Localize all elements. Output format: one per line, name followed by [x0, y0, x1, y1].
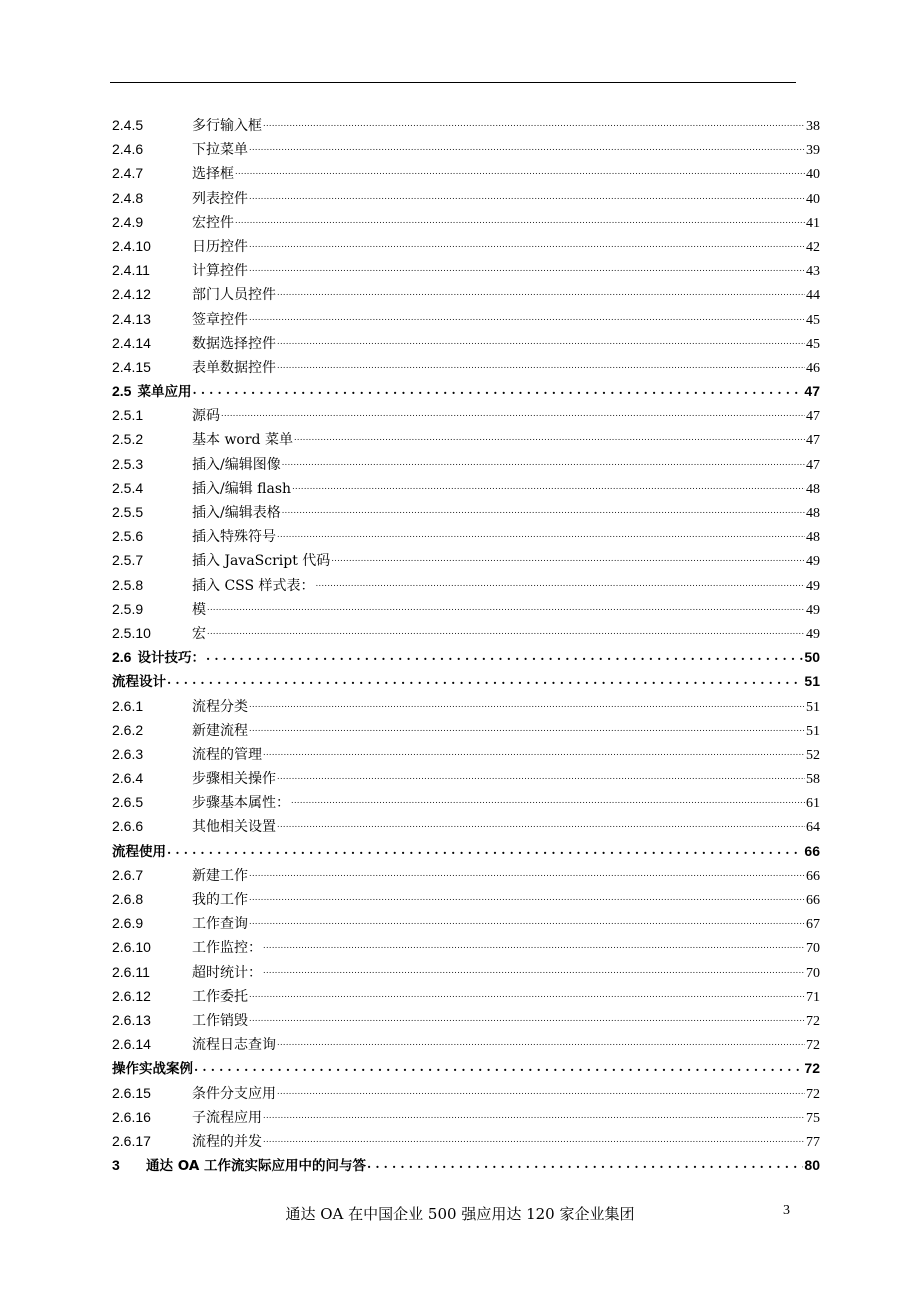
toc-entry-title: 列表控件	[192, 190, 248, 207]
footer-text: 通达 OA 在中国企业 500 强应用达 120 家企业集团	[285, 1205, 635, 1223]
toc-dot-leader	[277, 814, 805, 837]
toc-entry-title: 表单数据控件	[192, 359, 276, 376]
toc-entry[interactable]	[112, 1129, 820, 1153]
toc-entry-title: 流程日志查询	[192, 1037, 276, 1054]
toc-dot-leader	[291, 790, 805, 813]
toc-dot-leader	[249, 307, 805, 330]
header-rule	[110, 82, 796, 83]
toc-entry[interactable]	[112, 355, 820, 379]
toc-entry-page: 40	[806, 167, 820, 183]
toc-dot-leader	[277, 282, 805, 305]
toc-entry[interactable]	[112, 307, 820, 331]
toc-entry-page: 66	[804, 842, 820, 859]
toc-entry-page: 46	[806, 360, 820, 376]
toc-entry-number: 2.5.9	[112, 600, 144, 617]
toc-dot-leader	[249, 186, 805, 209]
toc-entry-number: 2.6.15	[112, 1084, 151, 1101]
toc-entry-title: 插入/编辑 flash	[192, 480, 292, 497]
toc-entry[interactable]	[112, 911, 820, 935]
toc-dot-leader	[221, 403, 805, 426]
toc-entry[interactable]	[112, 1032, 820, 1056]
toc-dot-leader	[316, 573, 805, 596]
toc-entry[interactable]	[112, 597, 820, 621]
toc-entry-number: 2.6.11	[112, 963, 150, 980]
toc-dot-leader	[263, 1105, 805, 1128]
toc-entry[interactable]	[112, 210, 820, 234]
toc-entry-title: 多行输入框	[192, 118, 262, 134]
toc-entry-title: 插入/编辑图像	[192, 456, 281, 473]
toc-entry-number: 2.4.8	[112, 189, 144, 206]
toc-entry-page: 49	[806, 554, 820, 570]
toc-dot-leader	[235, 161, 805, 184]
toc-entry-number: 2.4.9	[112, 213, 144, 230]
toc-entry[interactable]	[112, 186, 820, 210]
footer-page-number: 3	[783, 1203, 790, 1218]
toc-dot-leader	[192, 379, 803, 402]
toc-entry-number: 2.4.5	[112, 117, 144, 133]
toc-entry-title: 日历控件	[192, 238, 248, 255]
toc-dot-leader	[249, 694, 805, 717]
toc-entry-page: 51	[806, 699, 820, 715]
toc-entry-page: 47	[806, 409, 820, 425]
toc-entry-title: 条件分支应用	[192, 1085, 276, 1102]
toc-entry-page: 50	[804, 649, 820, 666]
toc-entry-title: 插入特殊符号	[192, 529, 276, 546]
toc-entry[interactable]	[112, 621, 820, 645]
toc-entry[interactable]	[112, 403, 820, 427]
toc-entry-title: 我的工作	[192, 892, 248, 908]
toc-dot-leader	[263, 742, 805, 765]
toc-entry[interactable]	[112, 452, 820, 476]
toc-dot-leader	[249, 718, 805, 741]
toc-entry-page: 70	[806, 965, 820, 981]
toc-entry-title: 宏控件	[192, 214, 234, 231]
toc-entry-page: 66	[806, 893, 820, 908]
toc-entry-title: 数据选择控件	[192, 335, 276, 352]
toc-entry[interactable]	[112, 1008, 820, 1032]
toc-entry-number: 2.4.15	[112, 358, 151, 375]
toc-entry-number: 2.5.8	[112, 576, 144, 593]
toc-entry-number: 2.6.12	[112, 987, 151, 1004]
toc-entry[interactable]	[112, 500, 820, 524]
toc-dot-leader	[292, 476, 805, 499]
toc-entry[interactable]	[112, 814, 820, 838]
toc-entry-title: 流程的并发	[192, 1133, 262, 1150]
toc-entry-page: 45	[806, 336, 820, 352]
toc-dot-leader	[277, 766, 805, 789]
toc-entry-page: 66	[806, 868, 820, 884]
toc-entry-number: 2.6.17	[112, 1132, 151, 1149]
toc-entry-number: 2.6.3	[112, 745, 144, 762]
toc-entry-title: 基本 word 菜单	[192, 432, 293, 449]
toc-entry-number: 2.5	[112, 383, 132, 400]
toc-entry[interactable]	[112, 234, 820, 258]
toc-entry-title: 通达 OA 工作流实际应用中的问与答	[146, 1158, 366, 1175]
toc-entry[interactable]	[112, 137, 820, 161]
toc-entry-number: 2.5.2	[112, 431, 144, 448]
toc-entry-title: 新建流程	[192, 722, 248, 739]
toc-entry-number: 2.5.4	[112, 479, 144, 496]
toc-entry-title: 签章控件	[192, 311, 248, 328]
toc-entry-page: 51	[804, 673, 820, 690]
toc-dot-leader	[249, 258, 805, 281]
toc-entry[interactable]	[112, 331, 820, 355]
toc-entry[interactable]	[112, 863, 820, 887]
toc-entry-page: 67	[806, 917, 820, 933]
toc-entry-number: 2.6.6	[112, 818, 144, 835]
toc-dot-leader	[206, 645, 803, 668]
toc-dot-leader	[282, 500, 805, 523]
toc-entry-title: 设计技巧：	[137, 650, 205, 667]
toc-entry-page: 77	[806, 1134, 820, 1150]
toc-entry-number: 2.6.8	[112, 891, 144, 907]
toc-entry-title: 工作委托	[192, 988, 248, 1005]
toc-entry-number: 2.5.6	[112, 528, 144, 545]
toc-entry-title: 超时统计：	[192, 964, 262, 981]
toc-entry-title: 插入 JavaScript 代码	[192, 553, 331, 570]
toc-entry-page: 49	[806, 602, 820, 618]
toc-entry-page: 49	[806, 626, 820, 642]
toc-entry[interactable]	[112, 548, 820, 572]
toc-entry-number: 2.6.16	[112, 1108, 151, 1125]
toc-entry[interactable]	[112, 742, 820, 766]
toc-entry-page: 47	[804, 383, 820, 400]
toc-entry-title: 子流程应用	[192, 1109, 262, 1126]
toc-entry-page: 44	[806, 288, 820, 304]
toc-entry-number: 2.6.7	[112, 866, 144, 883]
toc-entry-number: 2.4.10	[112, 237, 151, 254]
toc-entry[interactable]	[112, 984, 820, 1008]
toc-entry-number: 2.6.2	[112, 721, 144, 738]
toc-section-entry[interactable]	[112, 379, 820, 403]
toc-entry-page: 42	[806, 239, 820, 255]
toc-entry-number: 2.6.4	[112, 770, 144, 787]
toc-entry-title: 插入 CSS 样式表：	[192, 577, 315, 594]
toc-entry-title: 工作查询	[192, 916, 248, 933]
toc-entry-title: 源码	[192, 408, 220, 425]
toc-entry-number: 2.6.13	[112, 1011, 151, 1028]
toc-dot-leader	[263, 960, 805, 983]
toc-entry-number: 2.6	[112, 649, 132, 666]
toc-dot-leader	[282, 452, 805, 475]
toc-entry-number: 3	[112, 1157, 120, 1174]
toc-dot-leader	[331, 548, 805, 571]
toc-entry-page: 61	[806, 796, 820, 812]
toc-entry-page: 72	[806, 1086, 820, 1102]
toc-entry[interactable]	[112, 887, 820, 911]
toc-entry[interactable]	[112, 935, 820, 959]
toc-entry-title: 步骤基本属性：	[192, 795, 290, 812]
toc-entry-title: 其他相关设置	[192, 819, 276, 836]
toc-entry-number: 2.4.13	[112, 310, 151, 327]
toc-dot-leader	[249, 984, 805, 1007]
toc-entry[interactable]	[112, 766, 820, 790]
toc-entry-number: 2.6.9	[112, 915, 144, 932]
toc-entry-number: 2.6.14	[112, 1036, 151, 1053]
toc-section-entry[interactable]	[112, 1153, 820, 1177]
table-of-contents	[112, 113, 820, 1177]
toc-dot-leader	[194, 1056, 803, 1079]
toc-entry-page: 47	[806, 457, 820, 473]
toc-entry-title: 工作销毁	[192, 1012, 248, 1029]
toc-entry-page: 75	[806, 1110, 820, 1126]
toc-entry-page: 52	[806, 747, 820, 763]
toc-entry-title: 下拉菜单	[192, 142, 248, 159]
toc-entry-page: 38	[806, 119, 820, 134]
toc-entry-number: 2.4.7	[112, 165, 144, 182]
toc-entry-page: 48	[806, 530, 820, 546]
toc-entry-page: 70	[806, 941, 820, 957]
toc-entry-number: 2.6.5	[112, 794, 144, 811]
toc-entry[interactable]	[112, 258, 820, 282]
toc-dot-leader	[249, 887, 805, 910]
toc-entry-number: 2.4.11	[112, 262, 150, 279]
toc-dot-leader	[367, 1153, 803, 1176]
toc-entry-page: 49	[806, 578, 820, 594]
toc-entry[interactable]	[112, 427, 820, 451]
toc-dot-leader	[167, 669, 803, 692]
toc-entry-title: 流程使用	[112, 843, 166, 860]
toc-entry-title: 部门人员控件	[192, 287, 276, 304]
toc-dot-leader	[249, 911, 805, 934]
toc-entry[interactable]	[112, 1081, 820, 1105]
toc-entry[interactable]	[112, 718, 820, 742]
toc-entry[interactable]	[112, 960, 820, 984]
toc-entry-title: 步骤相关操作	[192, 771, 276, 788]
toc-entry[interactable]	[112, 524, 820, 548]
toc-entry-title: 菜单应用	[137, 384, 192, 401]
toc-entry-title: 宏	[192, 625, 206, 642]
toc-section-entry[interactable]	[112, 839, 820, 863]
toc-entry-page: 58	[806, 772, 820, 788]
toc-dot-leader	[277, 1032, 805, 1055]
toc-entry-number: 2.4.6	[112, 141, 144, 158]
toc-section-entry[interactable]	[112, 669, 820, 693]
toc-entry-number: 2.5.7	[112, 552, 144, 569]
toc-section-entry[interactable]	[112, 645, 820, 669]
toc-dot-leader	[263, 1129, 805, 1152]
toc-dot-leader	[277, 355, 805, 378]
toc-entry-page: 43	[806, 264, 820, 280]
toc-entry-page: 72	[806, 1013, 820, 1029]
toc-entry-page: 72	[806, 1038, 820, 1054]
toc-entry[interactable]	[112, 282, 820, 306]
toc-dot-leader	[277, 331, 805, 354]
toc-entry[interactable]	[112, 1105, 820, 1129]
toc-entry-page: 41	[806, 215, 820, 231]
toc-dot-leader	[263, 935, 805, 958]
toc-entry-page: 72	[804, 1060, 820, 1077]
toc-entry-number: 2.4.14	[112, 334, 151, 351]
toc-entry-page: 40	[806, 191, 820, 207]
toc-entry[interactable]	[112, 790, 820, 814]
toc-entry-title: 计算控件	[192, 263, 248, 280]
toc-entry-title: 工作监控：	[192, 940, 262, 957]
toc-entry-title: 流程分类	[192, 698, 248, 715]
toc-entry-page: 48	[806, 481, 820, 497]
toc-entry-page: 47	[806, 433, 820, 449]
toc-dot-leader	[294, 427, 805, 450]
toc-entry-page: 64	[806, 820, 820, 836]
toc-entry-title: 插入/编辑表格	[192, 505, 281, 521]
toc-entry-page: 48	[806, 506, 820, 521]
toc-entry[interactable]	[112, 161, 820, 185]
toc-entry-title: 操作实战案例	[112, 1061, 193, 1078]
toc-entry-page: 51	[806, 723, 820, 739]
toc-dot-leader	[235, 210, 805, 233]
toc-dot-leader	[249, 863, 805, 886]
toc-dot-leader	[277, 1081, 805, 1104]
toc-dot-leader	[249, 234, 805, 257]
toc-entry-title: 模	[192, 601, 206, 618]
toc-entry[interactable]	[112, 694, 820, 718]
toc-entry-title: 新建工作	[192, 867, 248, 884]
toc-entry-number: 2.5.3	[112, 455, 144, 472]
toc-dot-leader	[277, 524, 805, 547]
toc-dot-leader	[207, 597, 805, 620]
toc-entry[interactable]	[112, 113, 820, 137]
toc-entry[interactable]	[112, 573, 820, 597]
toc-entry-title: 选择框	[192, 166, 234, 183]
toc-entry-number: 2.5.10	[112, 624, 151, 641]
toc-entry-page: 71	[806, 989, 820, 1005]
toc-entry-page: 80	[804, 1157, 820, 1174]
toc-dot-leader	[207, 621, 805, 644]
toc-dot-leader	[263, 113, 805, 136]
toc-entry-page: 45	[806, 312, 820, 328]
toc-entry-number: 2.4.12	[112, 286, 151, 303]
toc-entry-number: 2.5.5	[112, 504, 144, 520]
toc-entry-number: 2.6.10	[112, 939, 151, 956]
toc-entry-number: 2.5.1	[112, 407, 144, 424]
toc-dot-leader	[249, 137, 805, 160]
toc-entry-page: 39	[806, 143, 820, 159]
toc-entry[interactable]	[112, 476, 820, 500]
toc-entry-title: 流程设计	[112, 674, 166, 691]
toc-dot-leader	[249, 1008, 805, 1031]
toc-dot-leader	[167, 839, 803, 862]
toc-section-entry[interactable]	[112, 1056, 820, 1080]
toc-entry-title: 流程的管理	[192, 746, 262, 763]
toc-entry-number: 2.6.1	[112, 697, 144, 714]
